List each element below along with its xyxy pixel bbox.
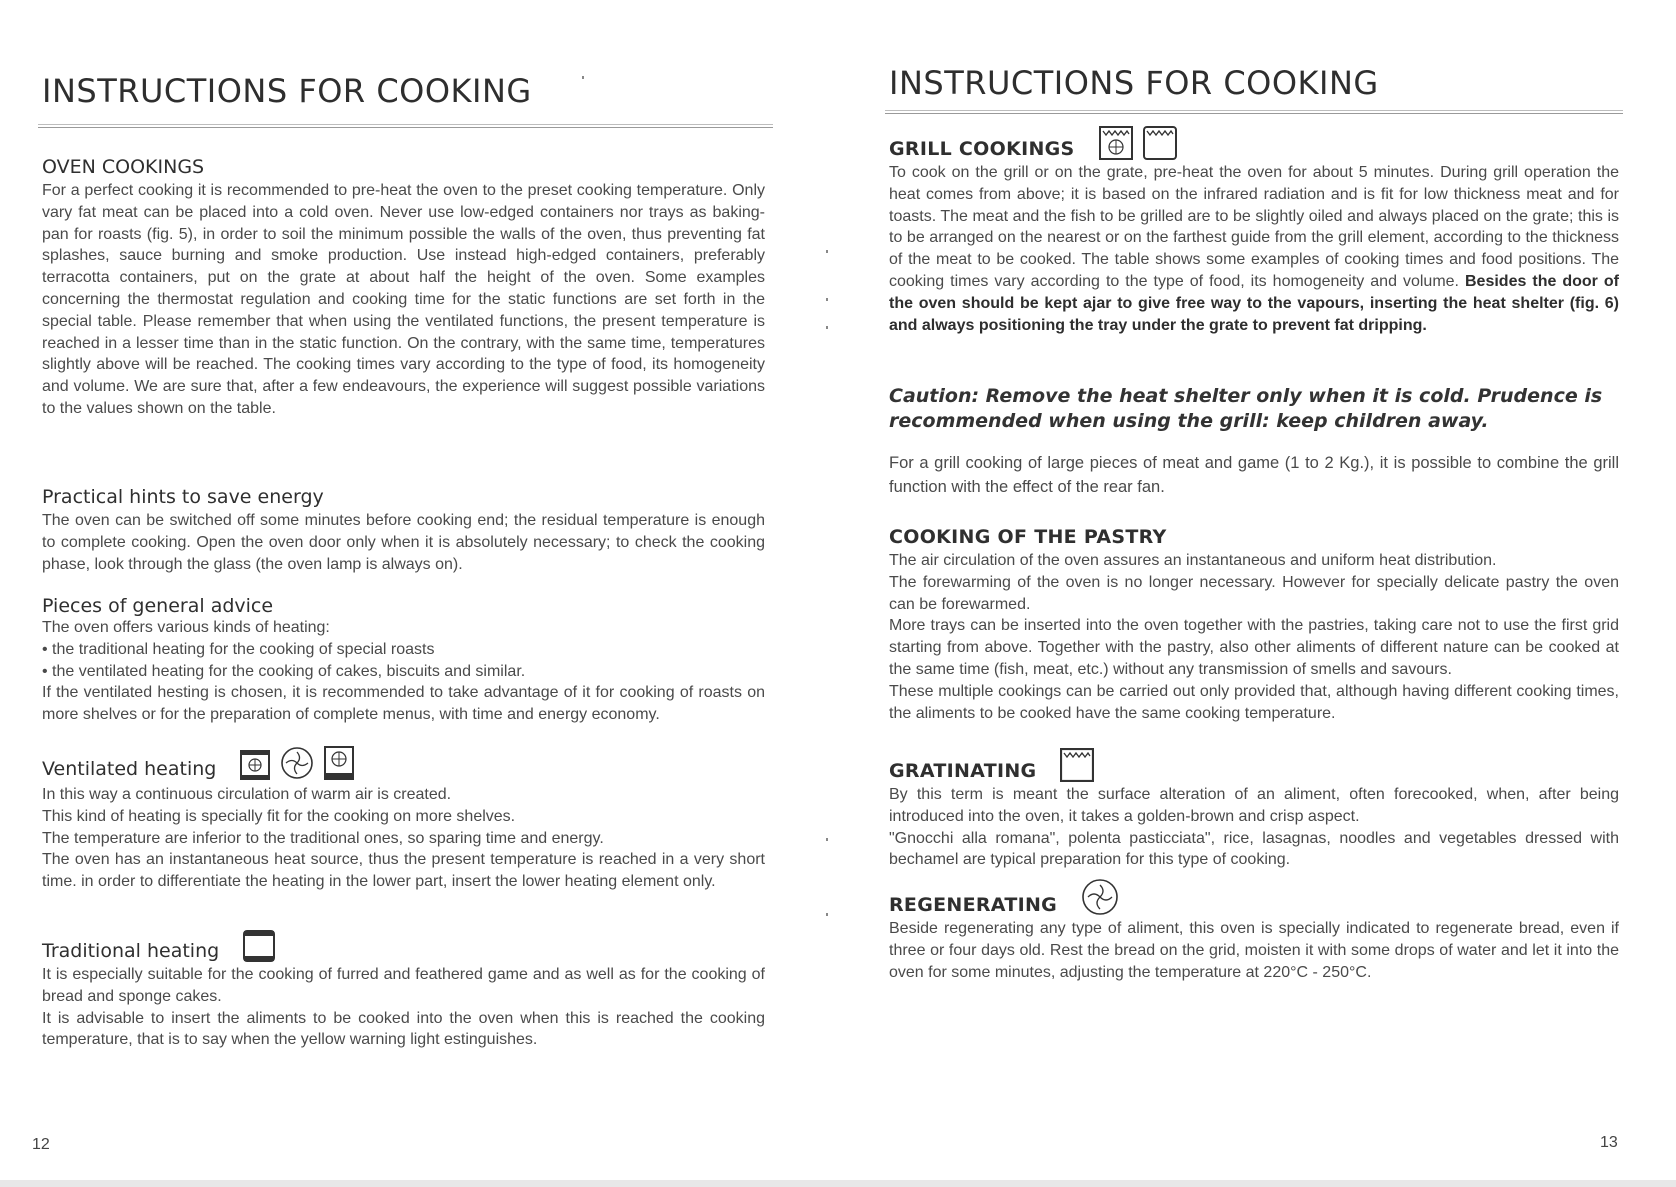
grill-cookings-plain: To cook on the grill or on the grate, pre-heat the oven for about 5 minutes. During grill operation the heat comes from above; it is based on the infrared radiation and is fit for low thickness meat and for toasts. The meat and the fish to be grilled are to be slightly oiled and always placed on the grate; this is to be arranged on the nearest or on the farthest guide from the grill element, according to the thickness of the meat to be cooked. The table shows some examples of cooking times and food positions. The cooking times vary according to the type of food, its homogeneity and volume. [889,164,1619,290]
regenerating-section [889,878,1619,983]
pastry-p2: The forewarming of the oven is no longer necessary. However for specially delicate pastry the oven can be forewarmed. [889,573,1619,613]
scan-mark [826,838,828,841]
general-advice-section [42,595,765,726]
practical-hints-heading: Practical hints to save energy [42,486,324,508]
right-page-number: 13 [1600,1134,1618,1151]
gratinating-heading-row [889,748,1619,782]
scan-mark [826,326,828,329]
ventilated-p1: In this way a continuous circulation of warm air is created. [42,786,452,803]
regenerating-heading-row [889,878,1619,916]
grill-cookings-section [889,126,1619,336]
ventilated-p2: This kind of heating is specially fit for the cooking on more shelves. [42,807,516,825]
gratinating-p2: "Gnocchi alla romana", polenta pasticciata", rice, lasagnas, noodles and vegetables dressed with bechamel are typical preparation for this type of cooking. [889,829,1619,869]
grill-cookings-heading: GRILL COOKINGS [889,138,1075,160]
practical-hints-text: The oven can be switched off some minutes before cooking end; the residual temperature is enough to complete cooking. Open the oven door only when it is absolutely necessary; to check the cooking phase, look through the glass (the oven lamp is always on). [42,512,765,573]
scan-bottom-edge [0,1180,1676,1187]
ventilated-p3: The temperature are inferior to the traditional ones, so sparing time and energy. [42,829,604,847]
caution-section [889,384,1619,434]
general-advice-outro: If the ventilated hesting is chosen, it is recommended to take advantage of it for cooking of roasts on more shelves or for the preparation of complete menus, with time and energy economy. [42,684,765,724]
right-page-title: INSTRUCTIONS FOR COOKING [889,64,1379,102]
top-bottom-heat-icon [243,930,275,962]
pastry-heading: COOKING OF THE PASTRY [889,526,1167,548]
caution-text: Caution: Remove the heat shelter only when it is cold. Prudence is recommended when using the grill: keep children away. [889,385,1603,432]
ventilated-p4: The oven has an instantaneous heat source, thus the present temperature is reached in a very short time. in order to differentiate the heating in the lower part, insert the lower heating element only. [42,851,765,891]
pastry-p4: These multiple cookings can be carried out only provided that, although having different cooking times, the aliments to be cooked have the same cooking temperature. [889,682,1619,722]
right-title-rule [885,110,1623,114]
grill-only-icon [1060,748,1094,782]
left-page-title: INSTRUCTIONS FOR COOKING [42,72,532,110]
scan-mark [582,76,584,79]
fan-bottom-element-icon [324,746,354,780]
grill-icons [1099,126,1177,160]
pastry-section [889,526,1619,724]
traditional-heating-heading: Traditional heating [42,940,220,962]
gratinating-heading: GRATINATING [889,760,1037,782]
fan-with-elements-icon [240,750,270,780]
grill-large-text: For a grill cooking of large pieces of meat and game (1 to 2 Kg.), it is possible to combine the grill function with the effect of the rear fan. [889,454,1619,496]
grill-cookings-bold: Besides the door of the oven should be kept ajar to give free way to the vapours, inserting the heat shelter (fig. 6) and always positioning the tray under the grate to prevent fat dripping. [889,272,1619,334]
traditional-heading-row [42,930,765,962]
practical-hints-section [42,486,765,575]
scan-mark [826,250,828,253]
gratinating-section [889,748,1619,871]
ventilated-heating-section [42,746,765,893]
grill-cookings-text [889,162,1619,336]
grill-fan-icon [1099,126,1133,160]
regenerating-heading: REGENERATING [889,894,1058,916]
pastry-p1: The air circulation of the oven assures an instantaneous and uniform heat distribution. [889,552,1497,569]
general-advice-heading: Pieces of general advice [42,595,274,617]
oven-cookings-text: For a perfect cooking it is recommended to pre-heat the oven to the preset cooking temperature. Only vary fat meat can be placed into a cold oven. Never use low-edged containers nor trays as baking-pan for roasts (fig. 5), in order to soil the minimum possible the walls of the oven, thus preventing fat splashes, sauce burning and smoke production. Use instead high-edged containers, preferably terracotta containers, put on the grate at about half the height of the oven. Some examples concerning the thermostat regulation and cooking time for the static functions are set forth in the special table. Please remember that when using the ventilated functions, the present temperature is reached in a lesser time than in the static function. On the contrary, with the same time, temperatures slightly above will be reached. The cooking times vary according to the type of food, its homogeneity and volume. We are sure that, after a few endeavours, the experience will suggest possible variations to the values shown on the table. [42,182,765,417]
pastry-p3: More trays can be inserted into the oven together with the pastries, taking care not to use the first grid starting from above. Together with the pastry, also other aliments of different nature can be cooked at the same time (fish, meat, etc.) without any transmission of smells and savours. [889,617,1619,678]
grill-icon [1143,126,1177,160]
general-advice-intro: The oven offers various kinds of heating: [42,619,330,636]
scan-mark [826,298,828,301]
ventilated-heating-heading: Ventilated heating [42,758,217,780]
grill-large-section [889,452,1619,499]
grill-heading-row [889,126,1619,160]
regenerating-text: Beside regenerating any type of aliment, this oven is specially indicated to regenerate bread, even if three or four days old. Rest the bread on the grid, moisten it with some drops of water and let it into the oven for some minutes, adjusting the temperature at 220°C - 250°C. [889,920,1619,981]
scan-mark [826,913,828,916]
right-page [838,0,1676,1187]
left-page-number: 12 [32,1136,50,1153]
general-advice-bullet-2: • the ventilated heating for the cooking of cakes, biscuits and similar. [42,662,526,680]
oven-cookings-section [42,156,765,420]
gratinating-p1: By this term is meant the surface alteration of an aliment, often forecooked, when, after being introduced into the oven, it takes a golden-brown and crisp aspect. [889,786,1619,825]
regenerating-fan-icon [1081,878,1119,916]
ventilated-heading-row [42,746,765,780]
ventilated-icons [240,746,354,780]
left-title-rule [38,124,773,128]
traditional-p2: It is advisable to insert the aliments to be cooked into the oven when this is reached the cooking temperature, that is to say when the yellow warning light estinguishes. [42,1009,765,1049]
traditional-p1: It is especially suitable for the cooking of furred and feathered game and as well as for the cooking of bread and sponge cakes. [42,966,765,1005]
general-advice-bullet-1: • the traditional heating for the cooking of special roasts [42,640,435,658]
oven-cookings-heading: OVEN COOKINGS [42,156,205,178]
traditional-heating-section [42,930,765,1051]
fan-icon [280,746,314,780]
